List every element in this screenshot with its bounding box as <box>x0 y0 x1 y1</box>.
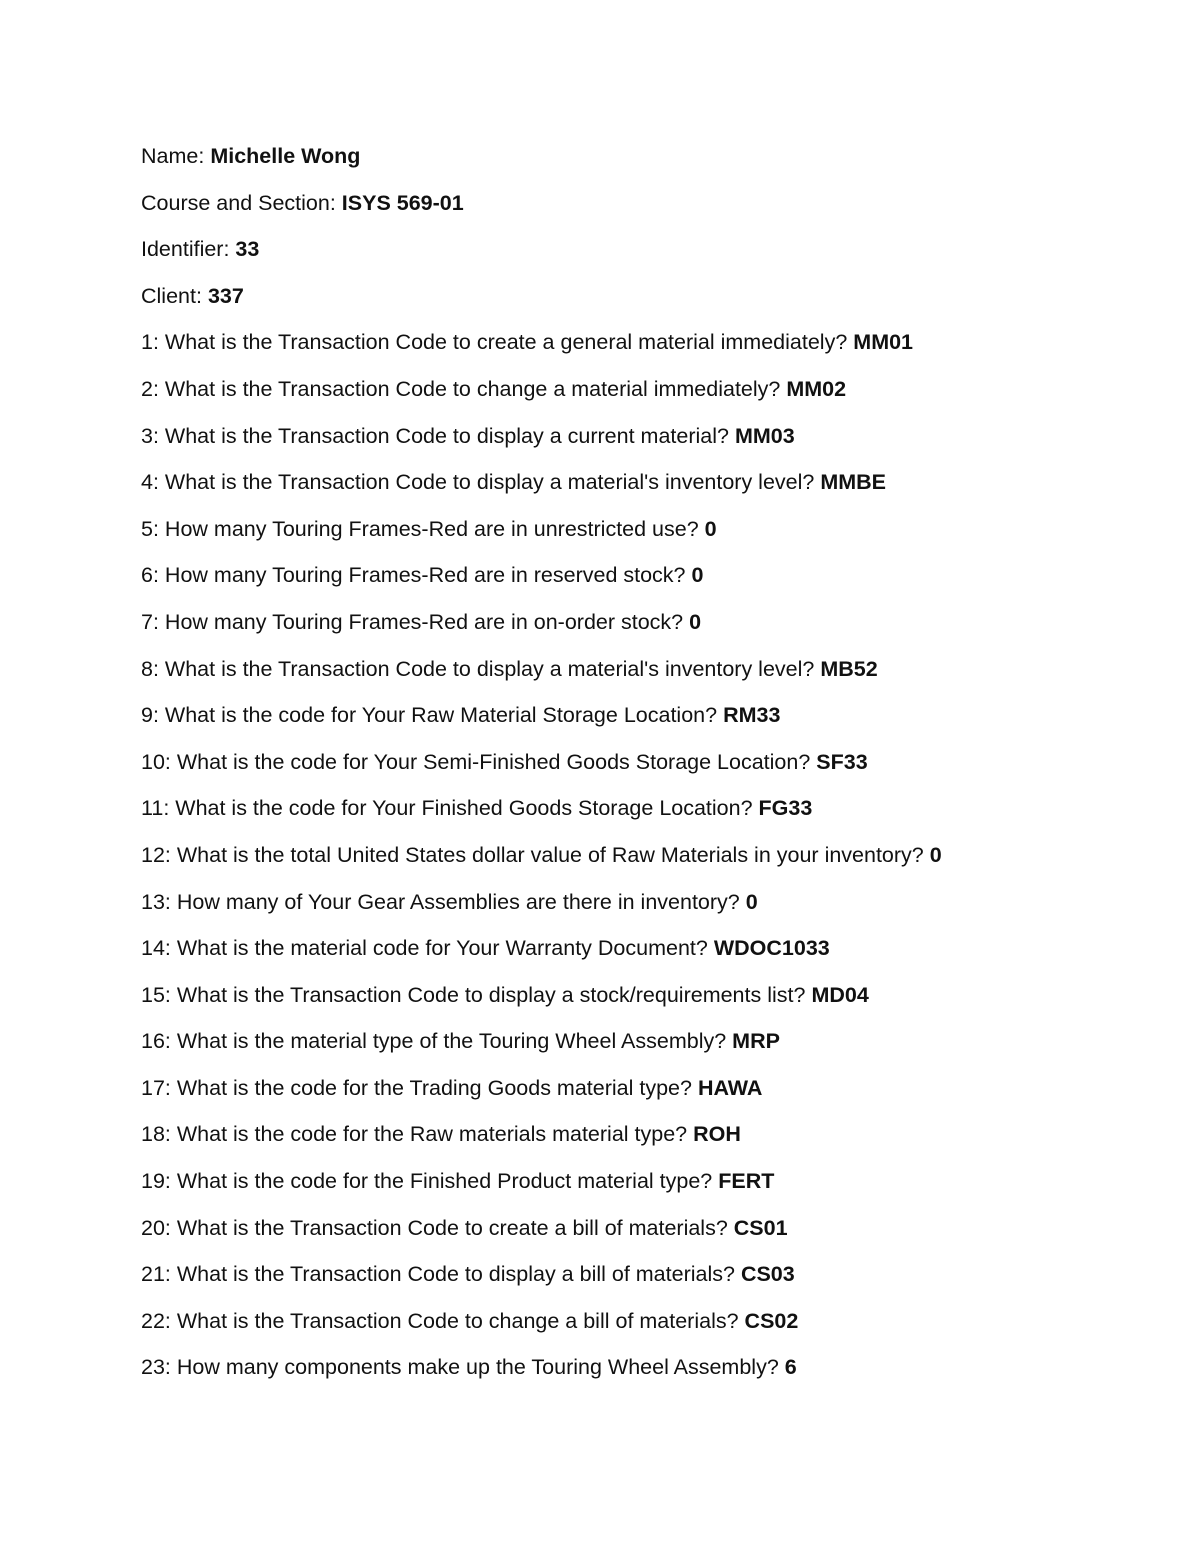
question-number: 23: <box>141 1355 171 1380</box>
question-number: 2: <box>141 376 159 401</box>
question-text: What is the code for Your Semi-Finished Goods Storage Location? <box>176 749 811 774</box>
answer-text: CS03 <box>740 1262 795 1287</box>
question-line <box>141 1210 1161 1257</box>
question-number: 19: <box>141 1169 171 1194</box>
question-text: How many Touring Frames-Red are in reserved stock? <box>164 563 686 588</box>
answer-text: SF33 <box>816 749 868 774</box>
client-line <box>141 278 1161 325</box>
answer-text: ROH <box>693 1122 741 1147</box>
header-value: 33 <box>235 237 260 262</box>
question-text: What is the Transaction Code to display a bill of materials? <box>176 1262 735 1287</box>
question-line <box>141 511 1161 558</box>
question-number: 21: <box>141 1262 171 1287</box>
course-line <box>141 185 1161 232</box>
header-label: Name: <box>141 144 205 168</box>
question-number: 4: <box>141 470 159 495</box>
answer-text: MMBE <box>820 470 887 495</box>
question-number: 5: <box>141 516 159 541</box>
question-number: 22: <box>141 1308 171 1333</box>
question-line <box>141 930 1161 977</box>
question-line <box>141 977 1161 1024</box>
question-number: 14: <box>141 936 171 961</box>
answer-text: 0 <box>704 516 717 541</box>
question-line <box>141 790 1161 837</box>
answer-text: MRP <box>732 1029 780 1054</box>
answer-text: MD04 <box>811 982 869 1007</box>
question-text: What is the code for the Trading Goods material type? <box>176 1075 692 1100</box>
answer-text: MM02 <box>786 376 847 401</box>
answer-text: 0 <box>691 563 704 588</box>
answer-text: 6 <box>784 1355 797 1380</box>
question-line <box>141 1256 1161 1303</box>
question-text: What is the Transaction Code to display a current material? <box>164 423 729 448</box>
question-text: What is the material type of the Touring Wheel Assembly? <box>176 1029 727 1054</box>
question-number: 11: <box>141 796 170 821</box>
header-value: 337 <box>207 283 244 308</box>
question-number: 15: <box>141 982 171 1007</box>
header-value: Michelle Wong <box>210 144 361 168</box>
identifier-line <box>141 231 1161 278</box>
answer-text: CS02 <box>744 1308 799 1333</box>
question-text: What is the Transaction Code to display a material's inventory level? <box>164 470 815 495</box>
question-number: 18: <box>141 1122 171 1147</box>
name-line <box>141 138 1161 185</box>
question-line <box>141 744 1161 791</box>
question-text: What is the material code for Your Warranty Document? <box>176 936 708 961</box>
question-text: What is the code for Your Raw Material Storage Location? <box>164 703 718 728</box>
header-label: Course and Section: <box>141 190 336 215</box>
question-number: 7: <box>141 609 159 634</box>
question-line <box>141 418 1161 465</box>
question-number: 9: <box>141 703 159 728</box>
question-text: What is the code for the Finished Product material type? <box>176 1169 713 1194</box>
answer-text: 0 <box>929 842 942 867</box>
header-label: Identifier: <box>141 237 230 262</box>
question-text: How many Touring Frames-Red are in on-order stock? <box>164 609 684 634</box>
answer-text: RM33 <box>723 703 781 728</box>
question-text: What is the Transaction Code to display a material's inventory level? <box>164 656 815 681</box>
question-text: How many components make up the Touring Wheel Assembly? <box>176 1355 779 1380</box>
question-line <box>141 1163 1161 1210</box>
question-number: 1: <box>141 330 159 355</box>
question-text: What is the code for the Raw materials material type? <box>176 1122 688 1147</box>
question-text: What is the code for Your Finished Goods Storage Location? <box>175 796 753 821</box>
answer-text: MB52 <box>820 656 878 681</box>
answer-text: FG33 <box>758 796 813 821</box>
question-text: What is the total United States dollar value of Raw Materials in your inventory? <box>176 842 924 867</box>
question-line <box>141 464 1161 511</box>
question-line <box>141 1349 1161 1396</box>
question-line <box>141 837 1161 884</box>
answer-text: MM03 <box>734 423 795 448</box>
question-number: 3: <box>141 423 159 448</box>
question-line <box>141 1303 1161 1350</box>
question-line <box>141 324 1161 371</box>
question-number: 10: <box>141 749 171 774</box>
answer-text: CS01 <box>733 1215 788 1240</box>
question-text: What is the Transaction Code to change a bill of materials? <box>176 1308 739 1333</box>
document-body <box>141 138 1161 1396</box>
question-number: 12: <box>141 842 171 867</box>
question-text: What is the Transaction Code to create a general material immediately? <box>164 330 848 355</box>
question-number: 20: <box>141 1215 171 1240</box>
question-line <box>141 1023 1161 1070</box>
question-line <box>141 557 1161 604</box>
header-label: Client: <box>141 283 202 308</box>
answer-text: HAWA <box>697 1075 763 1100</box>
question-line <box>141 697 1161 744</box>
answer-text: 0 <box>745 889 758 914</box>
question-text: What is the Transaction Code to change a material immediately? <box>164 376 781 401</box>
question-number: 6: <box>141 563 159 588</box>
question-number: 16: <box>141 1029 171 1054</box>
answer-text: WDOC1033 <box>713 936 830 961</box>
answer-text: 0 <box>689 609 702 634</box>
question-text: How many Touring Frames-Red are in unrestricted use? <box>164 516 699 541</box>
question-number: 13: <box>141 889 171 914</box>
question-line <box>141 1070 1161 1117</box>
question-line <box>141 651 1161 698</box>
question-number: 17: <box>141 1075 171 1100</box>
question-line <box>141 371 1161 418</box>
question-line <box>141 604 1161 651</box>
answer-text: MM01 <box>853 330 914 355</box>
header-value: ISYS 569-01 <box>341 190 464 215</box>
question-text: What is the Transaction Code to display a stock/requirements list? <box>176 982 806 1007</box>
answer-text: FERT <box>718 1169 775 1194</box>
question-line <box>141 1116 1161 1163</box>
question-text: What is the Transaction Code to create a bill of materials? <box>176 1215 728 1240</box>
question-number: 8: <box>141 656 159 681</box>
question-line <box>141 884 1161 931</box>
question-text: How many of Your Gear Assemblies are there in inventory? <box>176 889 740 914</box>
